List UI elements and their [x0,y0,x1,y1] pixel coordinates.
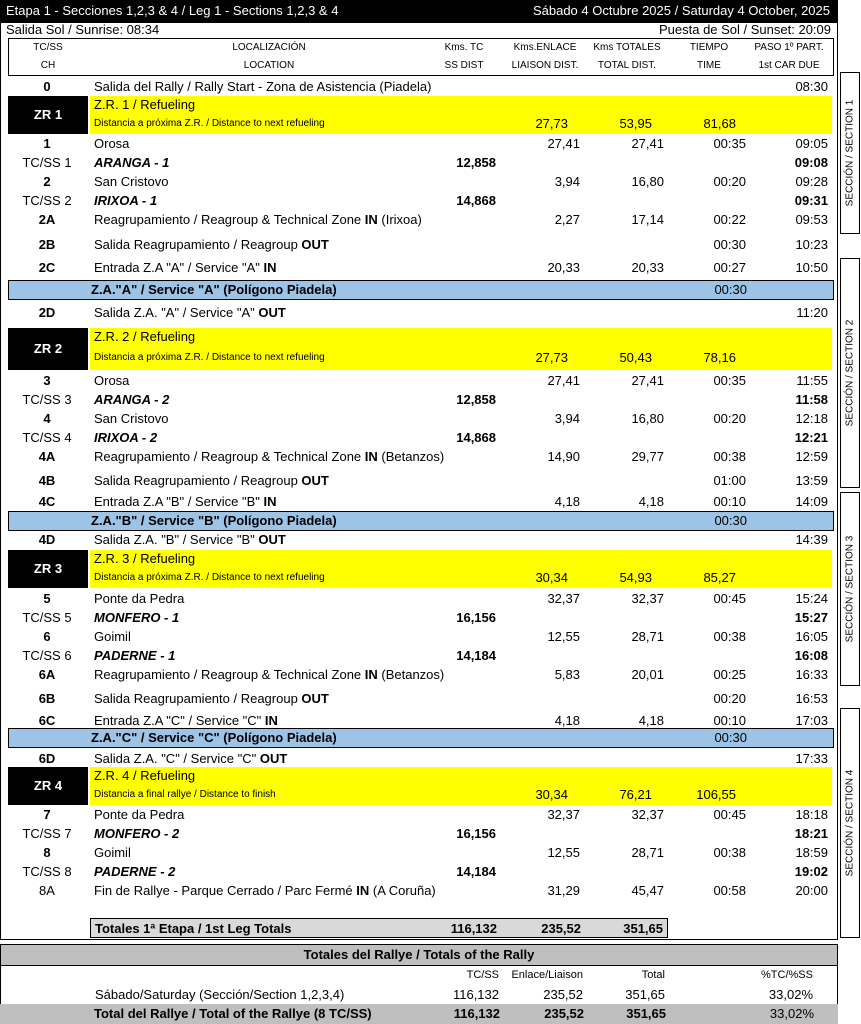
header-leg-title: Etapa 1 - Secciones 1,2,3 & 4 / Leg 1 - Sections 1,2,3 & 4 [6,3,339,18]
first-car-due: 18:18 [795,807,828,822]
leg-totals-liaison: 235,52 [541,921,581,936]
first-car-due: 17:33 [795,751,828,766]
service-time: 00:30 [714,282,747,297]
rally-totals-h-liaison: Enlace/Liaison [511,969,583,981]
location-part: Salida Z.A. "C" / Service "C" [94,751,260,766]
target-time: 00:45 [713,807,746,822]
first-car-due: 18:59 [795,845,828,860]
col-ss-es: Kms. TC [444,42,484,53]
location: ARANGA - 1 [94,155,170,170]
zr-badge: ZR 3 [8,550,88,588]
ss-distance: 14,184 [456,648,496,663]
location-part: Entrada Z.A "C" / Service "C" [94,713,265,728]
control-number: TC/SS 8 [22,864,72,879]
leg-totals-total: 351,65 [623,921,663,936]
total-distance: 32,37 [631,591,664,606]
rally-totals-h-pct: %TC/%SS [761,969,813,981]
location-part: IN [364,449,378,464]
first-car-due: 12:21 [794,430,828,445]
first-car-due: 14:09 [795,494,828,509]
liaison-distance: 4,18 [554,713,580,728]
itinerary-row [8,259,834,277]
rally-day-label: Sábado/Saturday (Sección/Section 1,2,3,4) [95,987,345,1002]
location-part: IN [356,883,370,898]
target-time: 00:30 [713,237,746,252]
control-number: 2A [38,212,56,227]
control-number: 3 [43,373,51,388]
refuel-liaison: 76,21 [619,787,652,802]
location-part: (Betanzos) [377,449,445,464]
col-ss-en: SS DIST [444,60,484,71]
location: Orosa [94,136,130,151]
itinerary-row [8,192,834,210]
target-time: 00:38 [713,845,746,860]
first-car-due: 08:30 [795,79,828,94]
refuel-subtitle: Distancia a próxima Z.R. / Distance to next refueling [94,572,325,583]
control-number: TC/SS 6 [22,648,72,663]
zr-badge: ZR 2 [8,328,88,370]
first-car-due: 09:05 [795,136,828,151]
control-number: 5 [43,591,51,606]
first-car-due: 12:59 [795,449,828,464]
location-part: Salida Z.A. "B" / Service "B" [94,532,259,547]
first-car-due: 11:55 [796,373,828,388]
location [94,713,278,728]
itinerary-row [8,211,834,229]
control-number: TC/SS 1 [22,155,72,170]
first-car-due: 17:03 [795,713,828,728]
first-car-due: 12:18 [795,411,828,426]
refuel-subtitle: Distancia a final rallye / Distance to finish [94,789,276,800]
liaison-distance: 27,41 [547,373,580,388]
rally-final-pct: 33,02% [769,1006,814,1021]
col-liaison-en: LIAISON DIST. [511,60,579,71]
location-part: (Betanzos) [377,667,445,682]
control-number: 6D [38,751,56,766]
first-car-due: 13:59 [795,473,828,488]
itinerary-row [8,750,834,768]
liaison-distance: 3,94 [554,411,580,426]
col-location-en: LOCATION [243,60,295,71]
target-time: 00:35 [713,373,746,388]
ss-distance: 14,868 [456,430,496,445]
location-part: Reagrupamiento / Reagroup & Technical Zone [94,449,365,464]
liaison-distance: 4,18 [554,494,580,509]
target-time: 00:10 [713,713,746,728]
itinerary-row [8,154,834,172]
control-number: 2B [38,237,56,252]
first-car-due: 10:50 [795,260,828,275]
total-distance: 27,41 [631,373,664,388]
control-number: 4C [38,494,56,509]
itinerary-row [8,806,834,824]
itinerary-row [8,628,834,646]
col-location-es: LOCALIZACIÓN [232,42,306,53]
location [94,237,329,252]
total-distance: 4,18 [638,713,664,728]
itinerary-row [8,531,834,549]
rally-totals-h-total: Total [641,969,665,981]
location [94,473,329,488]
location-part: Salida Z.A. "A" / Service "A" [94,305,259,320]
refuel-zone [90,328,832,370]
liaison-distance: 3,94 [554,174,580,189]
rally-final-liaison: 235,52 [544,1006,584,1021]
rally-totals-h-ss: TC/SS [466,969,499,981]
target-time: 00:58 [713,883,746,898]
target-time: 00:25 [713,667,746,682]
location-part: OUT [301,237,329,252]
control-number: TC/SS 5 [22,610,72,625]
rally-totals-title: Totales del Rallye / Totals of the Rally [0,944,838,966]
col-time-es: TIEMPO [689,42,729,53]
total-distance: 16,80 [631,174,664,189]
control-number: 7 [43,807,51,822]
first-car-due: 10:23 [795,237,828,252]
location-part: Salida Reagrupamiento / Reagroup [94,237,302,252]
location-part: Fin de Rallye - Parque Cerrado / Parc Fermé [94,883,357,898]
control-number: 8 [43,845,51,860]
location-part: Salida Reagrupamiento / Reagroup [94,473,302,488]
itinerary-row [8,372,834,390]
service-park-bar [8,728,834,748]
location-part: OUT [258,532,286,547]
location [94,260,276,275]
refuel-total: 78,16 [703,350,736,365]
itinerary-row [8,590,834,608]
location-part: (Irixoa) [377,212,422,227]
itinerary-row [8,844,834,862]
location: Ponte da Pedra [94,591,185,606]
refuel-ss-dist: 27,73 [535,350,568,365]
location-part: (A Coruña) [369,883,436,898]
total-distance: 32,37 [631,807,664,822]
rally-day-total: 351,65 [625,987,665,1002]
refuel-total: 81,68 [703,116,736,131]
location-part: IN [364,212,378,227]
location: PADERNE - 2 [94,864,176,879]
control-number: 4D [38,532,56,547]
ss-distance: 14,184 [456,864,496,879]
control-number: TC/SS 7 [22,826,72,841]
location-part: Reagrupamiento / Reagroup & Technical Zone [94,212,365,227]
target-time: 00:27 [713,260,746,275]
liaison-distance: 32,37 [547,591,580,606]
location: IRIXOA - 1 [94,193,158,208]
location: Salida del Rally / Rally Start - Zona de Asistencia (Piadela) [94,79,432,94]
location: San Cristovo [94,174,169,189]
first-car-due: 09:31 [794,193,828,208]
first-car-due: 11:58 [795,392,828,407]
itinerary-row [8,304,834,322]
itinerary-row [8,448,834,466]
target-time: 00:38 [713,629,746,644]
itinerary-row [8,78,834,96]
refuel-title: Z.R. 4 / Refueling [94,768,196,783]
section-label: SECCIÓN / SECTION 3 [840,492,860,686]
itinerary-row [8,429,834,447]
location: MONFERO - 2 [94,826,180,841]
location [94,212,422,227]
location [94,691,329,706]
refuel-subtitle: Distancia a próxima Z.R. / Distance to next refueling [94,118,325,129]
location-part: Entrada Z.A "A" / Service "A" [94,260,264,275]
first-car-due: 15:24 [795,591,828,606]
location-part: IN [263,494,277,509]
liaison-distance: 32,37 [547,807,580,822]
itinerary-row [8,882,834,900]
leg-totals-label: Totales 1ª Etapa / 1st Leg Totals [95,921,292,936]
first-car-due: 09:28 [795,174,828,189]
refuel-liaison: 54,93 [619,570,652,585]
total-distance: 20,33 [631,260,664,275]
itinerary-row [8,472,834,490]
refuel-ss-dist: 30,34 [535,787,568,802]
col-ch-es: TC/SS [33,42,63,53]
refuel-ss-dist: 27,73 [535,116,568,131]
control-number: 0 [43,79,51,94]
rally-final-label: Total del Rallye / Total of the Rallye (8 TC/SS) [94,1006,372,1021]
total-distance: 28,71 [631,629,664,644]
location [94,532,286,547]
location-part: OUT [259,751,288,766]
control-number: 6A [38,667,56,682]
location: MONFERO - 1 [94,610,180,625]
ss-distance: 12,858 [456,392,496,407]
target-time: 00:20 [713,691,746,706]
refuel-subtitle: Distancia a próxima Z.R. / Distance to next refueling [94,352,325,363]
location-part: OUT [258,305,286,320]
leg-totals-ss: 116,132 [450,921,497,936]
control-number: 6C [38,713,56,728]
location: PADERNE - 1 [94,648,176,663]
ss-distance: 16,156 [456,610,496,625]
target-time: 00:22 [713,212,746,227]
target-time: 00:38 [713,449,746,464]
control-number: TC/SS 2 [22,193,72,208]
first-car-due: 15:27 [794,610,828,625]
control-number: 4B [38,473,56,488]
first-car-due: 09:53 [795,212,828,227]
itinerary-row [8,647,834,665]
first-car-due: 20:00 [795,883,828,898]
liaison-distance: 27,41 [547,136,580,151]
header-bar [0,0,838,22]
control-number: 8A [39,883,55,898]
total-distance: 29,77 [631,449,664,464]
itinerary-row [8,712,834,730]
itinerary-row [8,666,834,684]
leg-totals-row [90,918,668,938]
location: San Cristovo [94,411,169,426]
rally-day-pct: 33,02% [768,987,813,1002]
sunrise-text: Salida Sol / Sunrise: 08:34 [6,22,160,37]
service-label: Z.A."B" / Service "B" (Polígono Piadela) [91,513,337,528]
refuel-zone [90,767,832,805]
first-car-due: 16:33 [795,667,828,682]
col-due-es: PASO 1º PART. [754,42,824,53]
service-label: Z.A."C" / Service "C" (Polígono Piadela) [91,730,337,745]
total-distance: 28,71 [631,845,664,860]
section-label: SECCIÓN / SECTION 4 [840,708,860,938]
header-date: Sábado 4 Octubre 2025 / Saturday 4 October, 2025 [532,3,830,18]
ss-distance: 16,156 [456,826,496,841]
refuel-title: Z.R. 2 / Refueling [94,329,196,344]
location [94,751,287,766]
control-number: 1 [43,136,51,151]
control-number: 2C [38,260,56,275]
rally-day-liaison: 235,52 [543,987,583,1002]
control-number: 4A [38,449,56,464]
service-label: Z.A."A" / Service "A" (Polígono Piadela) [91,282,337,297]
section-label: SECCIÓN / SECTION 1 [840,72,860,234]
location-part: OUT [301,691,329,706]
target-time: 00:20 [713,411,746,426]
rally-final-ss: 116,132 [453,1006,500,1021]
itinerary-row [8,410,834,428]
col-total-en: TOTAL DIST. [597,60,657,71]
service-time: 00:30 [714,730,747,745]
col-time-en: TIME [697,60,721,71]
location: Ponte da Pedra [94,807,185,822]
ss-distance: 12,858 [456,155,496,170]
location [94,494,276,509]
target-time: 00:45 [713,591,746,606]
ss-distance: 14,868 [456,193,496,208]
itinerary-row [8,236,834,254]
service-park-bar [8,511,834,531]
total-distance: 45,47 [631,883,664,898]
section-label: SECCIÓN / SECTION 2 [840,258,860,488]
refuel-zone [90,550,832,588]
first-car-due: 18:21 [794,826,828,841]
location-part: Reagrupamiento / Reagroup & Technical Zone [94,667,365,682]
location [94,449,444,464]
location-part: Entrada Z.A "B" / Service "B" [94,494,264,509]
itinerary-row [8,391,834,409]
control-number: 6 [43,629,51,644]
target-time: 01:00 [713,473,746,488]
location [94,667,444,682]
liaison-distance: 12,55 [547,629,580,644]
location: Goimil [94,845,131,860]
first-car-due: 11:20 [796,305,828,320]
location [94,305,286,320]
itinerary-row [8,609,834,627]
control-number: TC/SS 3 [22,392,72,407]
zr-badge: ZR 4 [8,767,88,805]
control-number: 2D [38,305,56,320]
liaison-distance: 31,29 [547,883,580,898]
refuel-title: Z.R. 1 / Refueling [94,97,196,112]
first-car-due: 19:02 [794,864,828,879]
refuel-total: 106,55 [696,787,736,802]
control-number: 6B [38,691,56,706]
col-due-en: 1st CAR DUE [758,60,820,71]
first-car-due: 16:53 [795,691,828,706]
zr-badge: ZR 1 [8,96,88,134]
first-car-due: 16:08 [794,648,828,663]
liaison-distance: 2,27 [554,212,580,227]
liaison-distance: 20,33 [547,260,580,275]
itinerary-row [8,825,834,843]
location: IRIXOA - 2 [94,430,158,445]
refuel-total: 85,27 [703,570,736,585]
itinerary-row [8,173,834,191]
col-total-es: Kms TOTALES [593,42,661,53]
refuel-liaison: 50,43 [619,350,652,365]
itinerary-row [8,863,834,881]
location [94,883,436,898]
location: Goimil [94,629,131,644]
target-time: 00:35 [713,136,746,151]
rally-day-ss: 116,132 [452,987,499,1002]
first-car-due: 09:08 [794,155,828,170]
total-distance: 4,18 [638,494,664,509]
service-time: 00:30 [714,513,747,528]
liaison-distance: 12,55 [547,845,580,860]
refuel-ss-dist: 30,34 [535,570,568,585]
col-ch-en: CH [40,60,56,71]
target-time: 00:20 [713,174,746,189]
location: Orosa [94,373,130,388]
control-number: TC/SS 4 [22,430,72,445]
control-number: 4 [43,411,51,426]
refuel-liaison: 53,95 [619,116,652,131]
location-part: OUT [301,473,329,488]
liaison-distance: 14,90 [547,449,580,464]
location-part: IN [364,667,378,682]
refuel-zone [90,96,832,134]
itinerary-row [8,135,834,153]
total-distance: 16,80 [631,411,664,426]
itinerary-row [8,493,834,511]
service-park-bar [8,280,834,300]
col-liaison-es: Kms.ENLACE [513,42,577,53]
refuel-title: Z.R. 3 / Refueling [94,551,196,566]
rally-final-total: 351,65 [626,1006,666,1021]
control-number: 2 [43,174,51,189]
rally-final-row [0,1004,838,1024]
total-distance: 20,01 [631,667,664,682]
total-distance: 17,14 [631,212,664,227]
first-car-due: 14:39 [795,532,828,547]
column-header [8,38,834,76]
itinerary-row [8,690,834,708]
first-car-due: 16:05 [795,629,828,644]
location-part: IN [263,260,277,275]
location-part: Salida Reagrupamiento / Reagroup [94,691,302,706]
liaison-distance: 5,83 [554,667,580,682]
sunset-text: Puesta de Sol / Sunset: 20:09 [658,22,831,37]
location-part: IN [264,713,278,728]
total-distance: 27,41 [631,136,664,151]
target-time: 00:10 [713,494,746,509]
location: ARANGA - 2 [94,392,170,407]
